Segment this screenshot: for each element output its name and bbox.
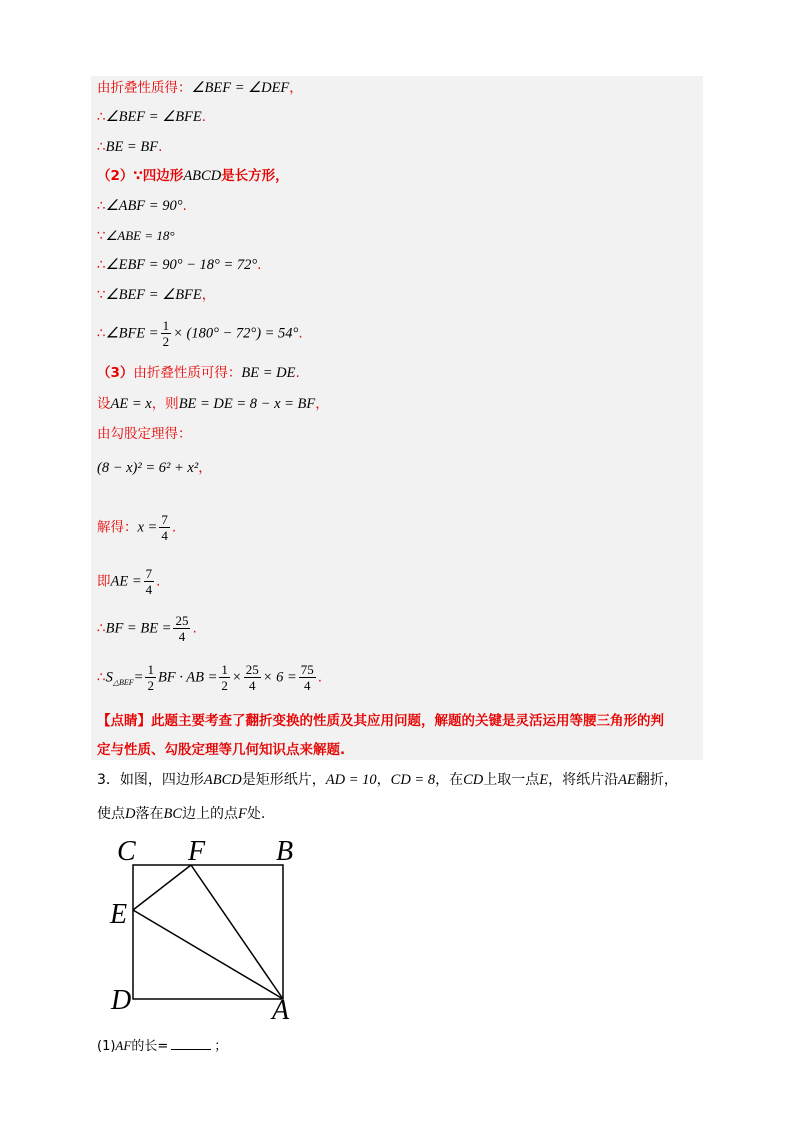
- fraction: [159, 512, 170, 543]
- math-expression: x =: [137, 519, 158, 536]
- therefore-symbol: ∴: [97, 257, 106, 273]
- solution-line: [97, 424, 192, 444]
- math-expression: ∠ABE = 18°: [105, 228, 175, 243]
- solution-line: [97, 78, 303, 98]
- comment-line-1: [97, 711, 664, 731]
- fraction-numerator: 1: [221, 662, 228, 677]
- math-expression: BE = DE: [241, 365, 296, 381]
- question-text: 边上的点: [182, 806, 239, 822]
- fraction-denominator: 4: [304, 678, 311, 693]
- question-text: ；: [214, 1039, 228, 1054]
- math-expression: BE = BF: [105, 139, 159, 155]
- solution-text: 由折叠性质可得：: [133, 365, 242, 381]
- question-text: 3．如图，四边形: [97, 772, 204, 788]
- punctuation: .: [158, 139, 163, 155]
- question-text: 处.: [246, 806, 266, 822]
- math-expression: ∠ABF = 90°: [105, 198, 183, 214]
- vertex-label-c: C: [117, 836, 136, 867]
- vertex-label-a: A: [272, 995, 290, 1022]
- solution-line: [97, 166, 289, 186]
- fraction: [299, 662, 316, 693]
- question-text: 翻折，: [635, 772, 678, 788]
- vertex-label-e: E: [110, 899, 128, 930]
- math-expression: AE =: [110, 573, 142, 590]
- math-expression: BC: [163, 806, 183, 822]
- solution-line: [97, 137, 162, 157]
- math-expression: BF · AB =: [157, 669, 218, 686]
- solution-line: [97, 458, 212, 478]
- fraction: [173, 613, 190, 644]
- punctuation: .: [317, 669, 323, 686]
- solution-text: 由折叠性质得：: [97, 80, 192, 96]
- math-expression: CD = 8: [390, 772, 436, 788]
- solution-line: [97, 613, 197, 644]
- math-expression: ∠BEF = ∠BFE: [105, 109, 202, 125]
- punctuation: ，: [289, 80, 303, 96]
- fraction: [244, 662, 261, 693]
- solution-text: ∵四边形: [133, 168, 184, 184]
- math-expression: ∠BEF = ∠DEF: [191, 80, 290, 96]
- punctuation: .: [257, 257, 262, 273]
- part-number: （3）: [97, 365, 134, 381]
- fraction-denominator: 2: [147, 678, 154, 693]
- fraction: [144, 566, 155, 597]
- part-number: （2）: [97, 168, 134, 184]
- fraction-denominator: 4: [145, 582, 153, 597]
- therefore-symbol: ∴: [97, 620, 106, 637]
- solution-line: [97, 566, 160, 597]
- comment-line-2: [97, 740, 345, 760]
- solution-line: [97, 512, 176, 543]
- punctuation: .: [182, 198, 187, 214]
- math-expression: BE = DE = 8 − x = BF: [178, 396, 316, 412]
- math-subscript: △BEF: [112, 678, 134, 688]
- punctuation: .: [295, 365, 300, 381]
- question3-line-2: [97, 804, 265, 824]
- question3-sub-1: [97, 1035, 227, 1057]
- question3-line-1: [97, 770, 678, 790]
- solution-line: [97, 363, 300, 383]
- math-expression: D: [125, 806, 136, 822]
- math-expression: AE: [618, 772, 636, 788]
- punctuation: .: [171, 519, 177, 536]
- question-text: ，在: [435, 772, 464, 788]
- therefore-symbol: ∴: [97, 669, 106, 686]
- fraction-numerator: 7: [145, 566, 153, 581]
- question-text: 的长=: [131, 1039, 169, 1054]
- question-text: 落在: [135, 806, 164, 822]
- solution-text: ，则: [151, 396, 179, 412]
- therefore-symbol: ∴: [97, 325, 106, 342]
- fraction-numerator: 1: [162, 318, 170, 333]
- because-symbol: ∵: [97, 287, 106, 303]
- fraction-numerator: 25: [245, 662, 259, 677]
- geometry-figure: [100, 832, 330, 1022]
- punctuation: ，: [198, 460, 212, 476]
- fraction: [161, 318, 172, 349]
- punctuation: ，: [315, 396, 329, 412]
- solution-line: [97, 662, 322, 693]
- punctuation: ，: [201, 287, 216, 303]
- math-expression: ∠BEF = ∠BFE: [105, 287, 202, 303]
- fraction-denominator: 4: [178, 629, 186, 644]
- therefore-symbol: ∴: [97, 139, 106, 155]
- question-text: 是矩形纸片，: [241, 772, 326, 788]
- solution-line: [97, 285, 215, 305]
- solution-line: [97, 226, 175, 246]
- punctuation: .: [156, 573, 161, 590]
- fraction-denominator: 2: [162, 334, 170, 349]
- question-text: 使点: [97, 806, 125, 822]
- math-expression: AF: [115, 1038, 132, 1053]
- math-expression: BF = BE =: [105, 620, 172, 637]
- fraction-numerator: 1: [147, 662, 154, 677]
- fraction-numerator: 25: [175, 613, 189, 628]
- math-expression: S: [105, 669, 113, 686]
- punctuation: .: [201, 109, 207, 125]
- therefore-symbol: ∴: [97, 109, 106, 125]
- therefore-symbol: ∴: [97, 198, 106, 214]
- solution-text: 即: [97, 573, 111, 590]
- comment-label: 【点睛】: [97, 713, 151, 729]
- math-expression: AE = x: [110, 396, 152, 412]
- solution-line: [97, 318, 303, 349]
- solution-line: [97, 255, 261, 275]
- fraction: [145, 662, 156, 693]
- segment-fa: [191, 865, 283, 999]
- math-expression: ABCD: [203, 772, 242, 788]
- fraction-numerator: 75: [300, 662, 314, 677]
- fraction-denominator: 2: [221, 678, 228, 693]
- math-expression: ∠BFE =: [105, 325, 159, 342]
- question-text: 上取一点: [483, 772, 540, 788]
- segment-ea: [133, 910, 283, 999]
- question-text: ，: [376, 772, 391, 788]
- comment-text: 此题主要考查了翻折变换的性质及其应用问题，解题的关键是灵活运用等腰三角形的判: [151, 713, 664, 729]
- fraction-denominator: 4: [161, 528, 168, 543]
- question-text: ，将纸片沿: [548, 772, 619, 788]
- math-expression: ×: [231, 669, 242, 686]
- vertex-label-b: B: [276, 836, 294, 867]
- solution-text: 解得：: [97, 519, 138, 536]
- vertex-label-d: D: [111, 985, 132, 1016]
- fraction-numerator: 7: [161, 512, 168, 527]
- math-expression: E: [539, 772, 549, 788]
- math-expression: F: [238, 806, 247, 822]
- fraction-denominator: 4: [248, 678, 256, 693]
- solution-text: 是长方形，: [221, 168, 289, 184]
- fraction: [219, 662, 230, 693]
- solution-line: [97, 394, 329, 414]
- question-text: (1): [97, 1039, 116, 1054]
- solution-line: [97, 107, 206, 127]
- math-expression: × (180° − 72°) = 54°: [173, 325, 299, 342]
- math-expression: CD: [463, 772, 484, 788]
- punctuation: .: [298, 325, 303, 342]
- vertex-label-f: F: [188, 836, 206, 867]
- solution-text: 由勾股定理得：: [97, 426, 192, 442]
- answer-blank[interactable]: [171, 1035, 211, 1050]
- math-expression: =: [133, 669, 144, 686]
- solution-text: 设: [97, 396, 111, 412]
- math-expression: ∠EBF = 90° − 18° = 72°: [105, 257, 258, 273]
- math-expression: AD = 10: [325, 772, 377, 788]
- solution-line: [97, 196, 187, 216]
- comment-text: 定与性质、勾股定理等几何知识点来解题.: [97, 742, 346, 758]
- rectangle-abcd: [133, 865, 283, 999]
- segment-ef: [133, 865, 191, 910]
- punctuation: .: [192, 620, 197, 637]
- math-expression: × 6 =: [262, 669, 297, 686]
- math-expression: ABCD: [183, 168, 222, 184]
- math-expression: (8 − x)² = 6² + x²: [97, 460, 199, 476]
- because-symbol: ∵: [97, 228, 106, 244]
